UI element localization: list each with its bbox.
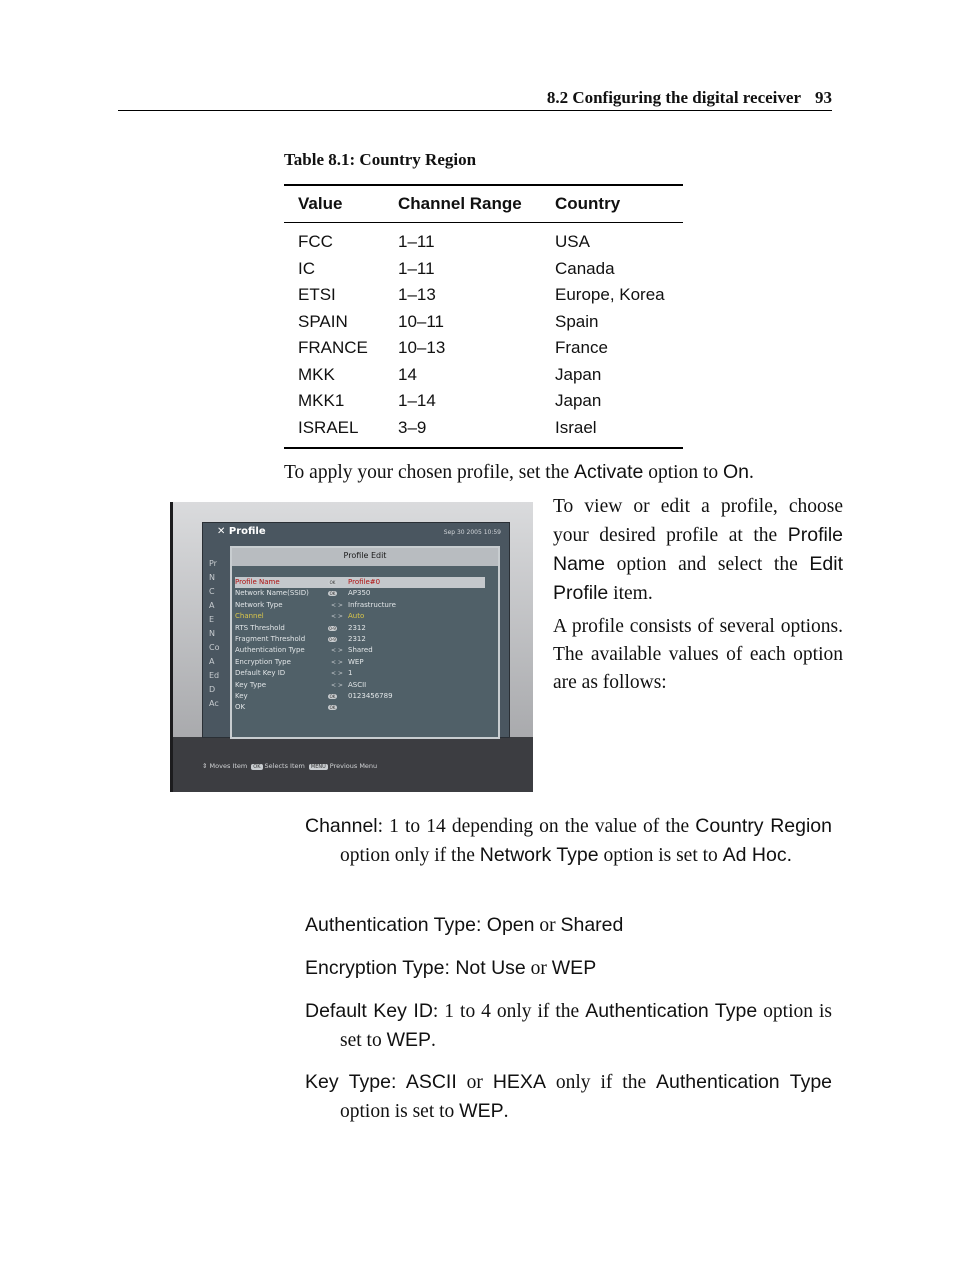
option-text: or: [534, 915, 561, 936]
background-menu-fragments: [209, 557, 219, 711]
table-row: [284, 223, 683, 256]
option-text: only if the: [545, 1072, 657, 1093]
option-term: Key Type: [305, 1071, 391, 1093]
background-menu-item: A: [209, 601, 215, 610]
option-term: Channel: [305, 815, 378, 837]
item-name: Edit Profile: [553, 553, 843, 604]
profile-option-row[interactable]: [235, 645, 485, 656]
table-row: [284, 362, 683, 389]
table-row: [284, 335, 683, 362]
option-keyword: :: [444, 957, 456, 979]
option-definition: [305, 954, 832, 983]
option-keyword: Authentication Type: [656, 1071, 833, 1093]
table-cell: 10–13: [398, 338, 446, 358]
table-row: [284, 388, 683, 415]
profile-options-paragraph: A profile consists of several options. The available values of each option are as follows:: [553, 616, 843, 693]
profile-option-row[interactable]: [235, 702, 485, 713]
table-cell: 10–11: [398, 311, 445, 331]
column-header: Channel Range: [398, 194, 522, 213]
option-value: 0123456789: [348, 691, 393, 700]
option-keyword: WEP: [459, 1100, 504, 1122]
background-menu-item: Ac: [209, 699, 219, 708]
option-keyword: Not Use: [455, 957, 526, 979]
header-text: [547, 88, 832, 108]
option-definition: [305, 911, 832, 940]
option-text: .: [503, 1101, 509, 1122]
profile-option-row[interactable]: [235, 623, 485, 634]
option-text: option is set to: [598, 845, 723, 866]
help-previous: Previous Menu: [329, 762, 378, 770]
table-cell: France: [555, 338, 608, 358]
option-keyword: WEP: [551, 957, 597, 979]
profile-option-row[interactable]: [235, 600, 485, 611]
ok-key-icon: OK: [329, 580, 336, 585]
profile-option-row[interactable]: [235, 680, 485, 691]
table-cell: Japan: [555, 364, 602, 384]
option-label: Network Type: [235, 600, 283, 609]
option-label: Channel: [235, 612, 264, 621]
background-menu-item: Pr: [209, 559, 217, 568]
left-right-arrow-icon: < >: [331, 613, 343, 621]
activate-paragraph: [284, 458, 754, 487]
option-keyword: Country Region: [695, 815, 832, 837]
table-cell: 1–13: [398, 285, 436, 305]
profile-option-row[interactable]: [235, 588, 485, 599]
option-label: Encryption Type: [235, 657, 291, 666]
table-cell: 1–14: [398, 391, 436, 411]
option-name: Profile Name: [553, 524, 843, 575]
ok-key-icon: OK: [329, 591, 336, 597]
option-text: or: [456, 1072, 493, 1093]
option-definition: [305, 1068, 832, 1126]
screenshot-help-bar: [202, 762, 377, 770]
table-cell: SPAIN: [298, 311, 348, 331]
option-value: Infrastructure: [348, 600, 396, 609]
option-keyword: :: [391, 1071, 406, 1093]
table-header-row: [284, 185, 683, 223]
table-cell: ISRAEL: [298, 417, 359, 437]
left-right-arrow-icon: < >: [331, 658, 343, 666]
profile-edit-screenshot: [170, 502, 533, 792]
table-caption: Table 8.1: Country Region: [284, 150, 477, 169]
table-cell: MKK1: [298, 391, 345, 411]
ok-key-icon: OK: [329, 693, 336, 699]
option-keyword: WEP: [386, 1029, 432, 1051]
text: item.: [608, 583, 653, 604]
column-header: Value: [298, 194, 343, 213]
option-label: Network Name(SSID): [235, 589, 309, 598]
ok-key-icon: OK: [253, 764, 261, 770]
profile-option-row[interactable]: [235, 691, 485, 702]
option-value: Profile#0: [348, 578, 381, 586]
option-label: RTS Threshold: [235, 623, 285, 632]
left-right-arrow-icon: < >: [331, 647, 343, 655]
option-text: : 1 to 4 only if the: [432, 1001, 586, 1022]
option-keyword: Authentication Type: [585, 1000, 758, 1022]
left-right-arrow-icon: < >: [331, 681, 343, 689]
text: To view or edit a profile, choose your desired profile at the: [553, 496, 843, 546]
column-header: Country: [555, 194, 621, 213]
satellite-icon: ✕: [217, 526, 226, 537]
option-text: option is set to: [340, 1101, 460, 1122]
table-cell: Spain: [555, 311, 599, 331]
option-name: Activate: [573, 461, 644, 483]
background-menu-item: N: [209, 629, 215, 638]
option-label: Key Type: [235, 680, 266, 689]
table-cell: Japan: [555, 391, 602, 411]
table-cell: 14: [398, 364, 417, 384]
table-row: [284, 282, 683, 309]
table-cell: USA: [555, 232, 590, 252]
dialog-title: Profile Edit: [343, 551, 387, 560]
text: To apply your chosen profile, set the: [284, 462, 574, 483]
profile-option-row[interactable]: [235, 611, 485, 622]
option-value: 2312: [348, 623, 366, 632]
view-edit-paragraph: [553, 493, 843, 608]
profile-option-row[interactable]: [235, 668, 485, 679]
option-label: Authentication Type: [235, 646, 305, 655]
option-value: 1: [348, 669, 353, 678]
option-text: option is set to: [340, 1001, 832, 1051]
profile-title: Profile: [228, 526, 266, 537]
option-keyword: :: [475, 914, 487, 936]
option-definition: [305, 812, 832, 870]
background-menu-item: Ed: [209, 671, 220, 680]
option-value: On: [723, 461, 750, 483]
table-cell: FCC: [298, 232, 333, 252]
table-cell: ETSI: [298, 285, 336, 305]
option-label: Key: [235, 691, 248, 700]
option-keyword: Open: [486, 914, 535, 936]
option-keyword: Shared: [560, 914, 624, 936]
option-text: option only if the: [340, 845, 480, 866]
numeric-key-icon: 0-9: [329, 625, 336, 631]
background-menu-item: D: [209, 685, 216, 694]
option-value: WEP: [348, 657, 364, 666]
table-cell: Israel: [555, 417, 597, 437]
option-label: Default Key ID: [235, 669, 286, 678]
table-row: [284, 309, 683, 336]
text: .: [749, 462, 754, 483]
table-cell: 3–9: [398, 417, 427, 437]
page-number: 93: [815, 88, 832, 107]
help-move: Moves Item: [209, 762, 248, 770]
menu-key-icon: MENU: [310, 764, 326, 770]
option-definition: [305, 997, 832, 1055]
table-cell: Europe, Korea: [555, 285, 665, 305]
panel-date: Sep 30 2005 10:59: [443, 529, 501, 536]
left-right-arrow-icon: < >: [331, 670, 343, 678]
screenshot-edge: [170, 502, 173, 792]
table-cell: Canada: [555, 258, 615, 278]
option-value: Shared: [348, 646, 373, 655]
updown-icon: ⇕: [202, 762, 208, 770]
profile-option-row[interactable]: [235, 577, 485, 588]
option-keyword: Ad Hoc: [722, 844, 787, 866]
option-text: or: [525, 958, 552, 979]
option-term: Default Key ID: [305, 1000, 433, 1022]
option-keyword: .: [786, 844, 793, 866]
option-term: Encryption Type: [305, 957, 445, 979]
profile-panel-title: [217, 526, 266, 537]
section-title: 8.2 Configuring the digital receiver: [546, 88, 801, 107]
help-select: Selects Item: [264, 762, 305, 770]
table-cell: FRANCE: [298, 338, 368, 358]
profile-option-row[interactable]: [235, 634, 485, 645]
table-cell: 1–11: [398, 258, 435, 278]
table-body: [284, 223, 683, 449]
profile-option-row[interactable]: [235, 657, 485, 668]
table-row: [284, 415, 683, 449]
option-value: 2312: [348, 634, 366, 643]
option-value: ASCII: [348, 680, 367, 689]
numeric-key-icon: 0-9: [329, 636, 336, 642]
option-keyword: HEXA: [492, 1071, 546, 1093]
option-text: .: [431, 1030, 436, 1051]
option-keyword: Network Type: [479, 844, 599, 866]
background-menu-item: A: [209, 657, 215, 666]
dialog-rows: [235, 577, 485, 714]
option-label: OK: [235, 703, 246, 712]
option-value: AP350: [348, 589, 371, 598]
option-keyword: ASCII: [405, 1071, 457, 1093]
option-label: Fragment Threshold: [235, 634, 306, 643]
table-cell: IC: [298, 258, 315, 278]
option-term: Authentication Type: [305, 914, 476, 936]
option-text: : 1 to 14 depending on the value of the: [377, 816, 696, 837]
table-cell: 1–11: [398, 232, 435, 252]
background-menu-item: N: [209, 573, 215, 582]
text: option to: [643, 462, 723, 483]
country-region-table: [284, 184, 683, 449]
text: option and select the: [605, 554, 810, 575]
table-cell: MKK: [298, 364, 335, 384]
table-row: [284, 256, 683, 283]
running-header: [118, 86, 832, 111]
background-menu-item: C: [209, 587, 215, 596]
profile-edit-dialog: [230, 546, 500, 739]
left-right-arrow-icon: < >: [331, 601, 343, 609]
ok-key-icon: OK: [329, 705, 336, 711]
option-value: Auto: [348, 612, 365, 621]
option-label: Profile Name: [235, 578, 280, 586]
background-menu-item: E: [209, 615, 215, 624]
background-menu-item: Co: [209, 643, 220, 652]
